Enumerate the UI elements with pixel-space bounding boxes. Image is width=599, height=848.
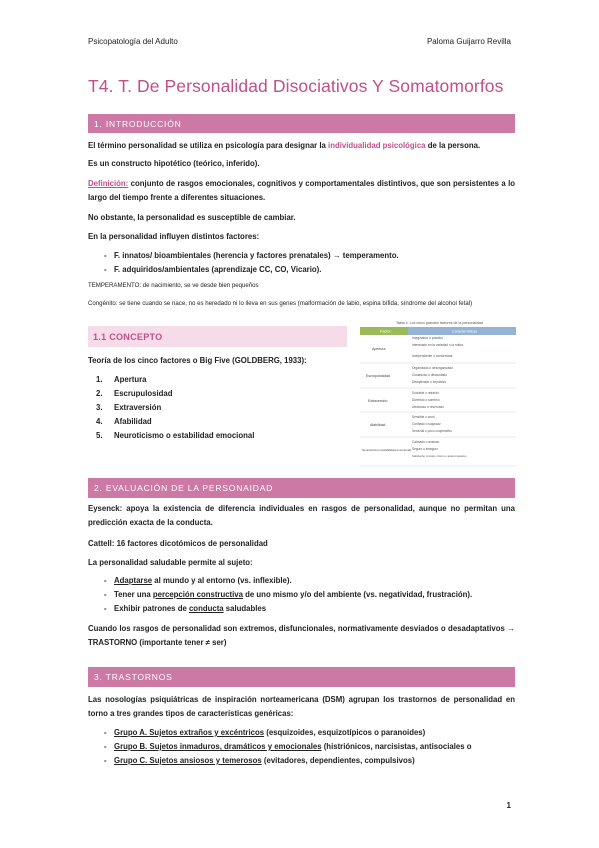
table-factor-label: Extraversión (368, 399, 388, 403)
healthy-personality-paragraph: La personalidad saludable permite al sujeto: (88, 558, 253, 567)
congenital-note: Congénito: se tiene cuando se nace, no es heredado ni lo lleva en sus genes (malformación de labio, espina bífida, síndrome del alcohol fetal) (88, 300, 473, 307)
table-item: Confiado o suspicaz (412, 422, 441, 426)
page-header (88, 37, 511, 46)
table-item: Independiente o conformista (412, 354, 453, 358)
factors-list (104, 249, 524, 277)
table-item: Imaginativo o práctico (412, 336, 444, 340)
table-item: Disciplinado o impulsivo (412, 380, 447, 384)
list-item: - Grupo C. Sujetos ansiosos y temerosos (evitadores, dependientes, compulsivos) (104, 754, 524, 768)
big-five-theory: Teoría de los cinco factores o Big Five (GOLDBERG, 1933): (88, 356, 307, 365)
author-name: Paloma Guijarro Revilla (426, 37, 511, 46)
section-band-concepto: 1.1 CONCEPTO (88, 326, 347, 347)
table-item: Sociable o retraído (412, 391, 439, 395)
list-item: 4. Afabilidad (96, 417, 152, 426)
healthy-list (104, 574, 524, 616)
intro-paragraph-1 (88, 139, 515, 153)
list-item: - Adaptarse al mundo y al entorno (vs. inflexible). (104, 574, 524, 588)
table-caption: Tabla 4. Los cinco grandes factores de la personalidad (396, 321, 483, 325)
highlight-term: individualidad psicológica (328, 141, 426, 150)
table-head-factor: Factor (380, 329, 391, 334)
list-item: - Grupo B. Sujetos inmaduros, dramáticos y emocionales (histriónicos, narcisistas, antisociales o (104, 740, 524, 754)
table-item: Sensible o cruel (412, 415, 435, 419)
intro-paragraph-5: En la personalidad influyen distintos factores: (88, 232, 260, 241)
page-title: T4. T. De Personalidad Disociativos Y Somatomorfos (88, 76, 504, 96)
course-name: Psicopatología del Adulto (88, 37, 178, 46)
table-item: Seguro o inseguro (412, 447, 439, 451)
section-band-evaluacion: 2. EVALUACIÓN DE LA PERSONAIDAD (88, 478, 515, 498)
page-number: 1 (506, 801, 511, 810)
list-item: 5. Neuroticismo o estabilidad emocional (96, 431, 255, 440)
temperament-note: TEMPERAMENTO: de nacimiento, se ve desde bien pequeños (88, 282, 259, 289)
definition-text: conjunto de rasgos emocionales, cognitivos y comportamentales distintivos, que son persistentes a lo largo del tiempo frente a diferentes situaciones. (88, 179, 515, 202)
intro-text-c: de la persona. (425, 141, 481, 150)
table-factor-label: Escrupulosidad (366, 374, 390, 378)
table-head-characteristics: Características (452, 329, 478, 334)
intro-text-a: El término personalidad se utiliza en psicología para designar la (88, 141, 329, 150)
definition-label: Definición: (88, 179, 129, 188)
section-band-trastornos: 3. TRASTORNOS (88, 667, 515, 687)
list-item: - F. innatos/ bioambientales (herencia y factores prenatales) → temperamento. (104, 249, 524, 263)
table-item: Calmado o ansioso (412, 440, 440, 444)
list-item: - Tener una percepción constructiva de uno mismo y/o del ambiente (vs. negatividad, frustración). (104, 588, 524, 602)
list-item: - Exhibir patrones de conducta saludables (104, 602, 524, 616)
table-factor-label: Afabilidad (370, 423, 386, 427)
table-item: Divertido o sombrío (412, 398, 440, 402)
table-item: Cuidadoso o descuidado (412, 373, 448, 377)
intro-paragraph-4: No obstante, la personalidad es susceptible de cambiar. (88, 213, 296, 222)
intro-paragraph-2: Es un constructo hipotético (teórico, inferido). (88, 159, 260, 168)
big-five-list (96, 373, 254, 443)
list-item: 1. Apertura (96, 375, 147, 384)
list-item: - F. adquiridos/ambientales (aprendizaje CC, CO, Vicario). (104, 263, 524, 277)
list-item: 2. Escrupulosidad (96, 389, 173, 398)
list-item: 3. Extraversión (96, 403, 162, 412)
table-item: Interesado en la variedad o la rutina (412, 343, 463, 347)
definition-paragraph (88, 177, 515, 205)
groups-list (104, 726, 524, 768)
big-five-table-image (360, 320, 516, 468)
dsm-paragraph: Las nosologías psiquiátricas de inspiración norteamericana (DSM) agrupan los trastornos de personalidad en torno a tres grandes tipos de características genéricas: (88, 695, 515, 718)
table-factor-label: Neuroticismo (estabilidad emocional) (362, 448, 412, 452)
disorder-paragraph: Cuando los rasgos de personalidad son extremos, disfuncionales, normativamente desviados o desadaptativos → TRASTORNO (importante tener ≠ ser) (88, 624, 515, 647)
table-item: Afectuoso o reservado (412, 405, 444, 409)
table-item: Organizado o desorganizado (412, 366, 453, 370)
eysenck-paragraph: Eysenck: apoya la existencia de diferencia individuales en rasgos de personalidad, aunque no permitan una predicción exacta de la conducta. (88, 504, 515, 527)
table-item: Servicial o poco cooperativo (412, 429, 452, 433)
list-item: - Grupo A. Sujetos extraños y excéntricos (esquizoides, esquizotípicos o paranoides) (104, 726, 524, 740)
table-factor-label: Apertura (372, 347, 386, 351)
table-item: Satisfecho consigo mismo o autocompasivo (412, 454, 467, 458)
section-band-introduccion: 1. INTRODUCCIÓN (88, 114, 515, 133)
cattell-paragraph: Cattell: 16 factores dicotómicos de personalidad (88, 539, 268, 548)
